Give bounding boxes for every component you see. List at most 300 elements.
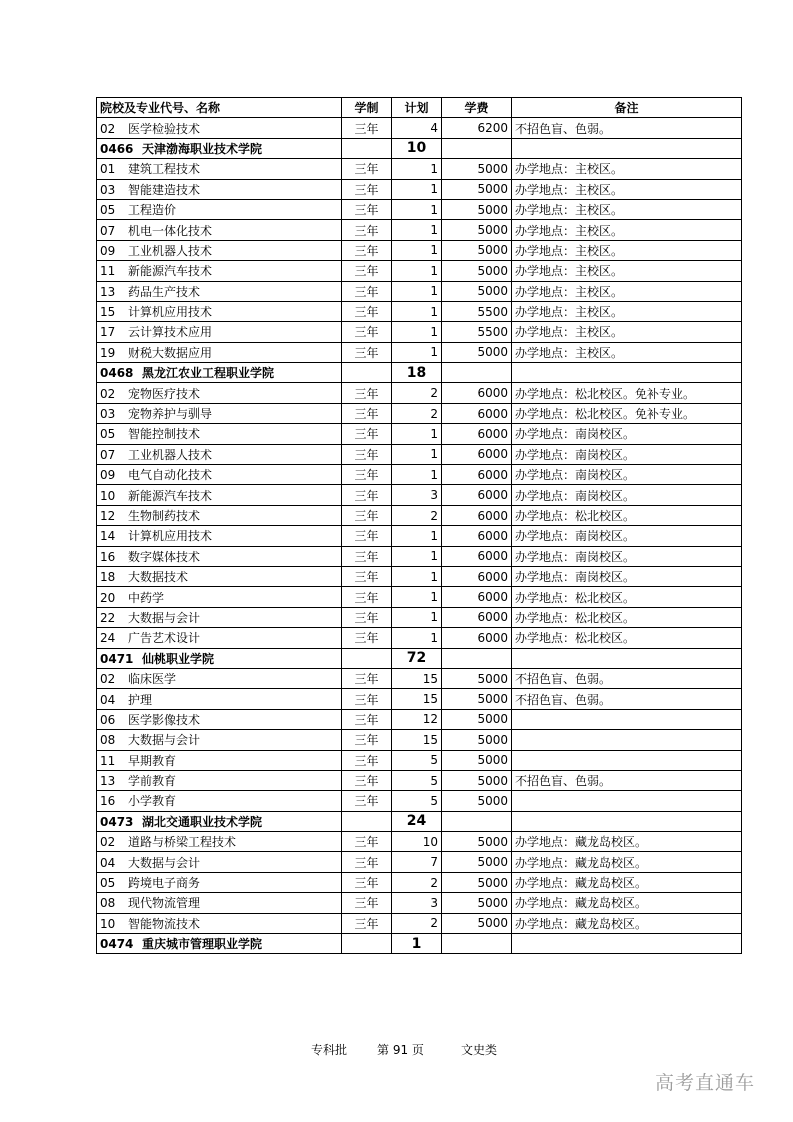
school-total-plan: 24 <box>392 811 442 831</box>
major-name: 云计算技术应用 <box>128 325 213 340</box>
major-name: 护理 <box>128 692 153 707</box>
major-duration: 三年 <box>342 628 392 648</box>
major-fee: 6000 <box>442 546 512 566</box>
major-row <box>97 526 742 546</box>
header-fee: 学费 <box>442 98 512 118</box>
major-name: 工业机器人技术 <box>128 447 213 462</box>
school-row <box>97 648 742 668</box>
major-duration: 三年 <box>342 199 392 219</box>
major-name: 现代物流管理 <box>128 896 201 911</box>
major-duration: 三年 <box>342 342 392 362</box>
school-code: 0466 <box>100 141 134 156</box>
footer-category: 文史类 <box>461 1043 498 1057</box>
major-cell <box>97 709 342 729</box>
major-note: 办学地点：主校区。 <box>512 159 742 179</box>
major-row <box>97 770 742 790</box>
major-name: 广告艺术设计 <box>128 631 201 646</box>
major-row <box>97 444 742 464</box>
enrollment-plan-table <box>96 97 742 954</box>
major-code: 04 <box>100 692 116 707</box>
major-cell <box>97 770 342 790</box>
major-name: 智能物流技术 <box>128 916 201 931</box>
major-row <box>97 199 742 219</box>
major-name: 智能控制技术 <box>128 427 201 442</box>
major-name: 机电一体化技术 <box>128 223 213 238</box>
major-name: 药品生产技术 <box>128 284 201 299</box>
table-header-row <box>97 98 742 118</box>
major-duration: 三年 <box>342 159 392 179</box>
major-duration: 三年 <box>342 689 392 709</box>
major-row <box>97 852 742 872</box>
major-plan: 1 <box>392 261 442 281</box>
major-duration: 三年 <box>342 832 392 852</box>
major-row <box>97 505 742 525</box>
major-name: 数字媒体技术 <box>128 549 201 564</box>
footer-page-number: 第 91 页 <box>377 1043 424 1057</box>
empty-cell <box>442 811 512 831</box>
major-code: 08 <box>100 733 116 748</box>
major-row <box>97 628 742 648</box>
major-cell <box>97 199 342 219</box>
major-note: 不招色盲、色弱。 <box>512 770 742 790</box>
major-name: 新能源汽车技术 <box>128 264 213 279</box>
major-name: 计算机应用技术 <box>128 305 213 320</box>
major-duration: 三年 <box>342 709 392 729</box>
major-plan: 2 <box>392 403 442 423</box>
major-row <box>97 587 742 607</box>
major-code: 06 <box>100 712 116 727</box>
major-duration: 三年 <box>342 261 392 281</box>
watermark: 高考直通车 <box>655 1072 756 1094</box>
major-name: 智能建造技术 <box>128 182 201 197</box>
major-code: 20 <box>100 590 116 605</box>
empty-cell <box>342 363 392 383</box>
major-code: 08 <box>100 896 116 911</box>
major-note: 办学地点：松北校区。免补专业。 <box>512 403 742 423</box>
major-duration: 三年 <box>342 730 392 750</box>
major-note: 办学地点：松北校区。 <box>512 587 742 607</box>
major-note: 办学地点：藏龙岛校区。 <box>512 872 742 892</box>
major-row <box>97 322 742 342</box>
major-fee: 5000 <box>442 852 512 872</box>
major-fee: 6000 <box>442 607 512 627</box>
major-row <box>97 424 742 444</box>
major-name: 道路与桥梁工程技术 <box>128 835 237 850</box>
major-fee: 5000 <box>442 220 512 240</box>
major-cell <box>97 505 342 525</box>
major-note: 不招色盲、色弱。 <box>512 118 742 138</box>
major-fee: 5000 <box>442 730 512 750</box>
major-cell <box>97 403 342 423</box>
major-plan: 7 <box>392 852 442 872</box>
major-fee: 5500 <box>442 301 512 321</box>
major-code: 22 <box>100 610 116 625</box>
major-cell <box>97 791 342 811</box>
major-row <box>97 730 742 750</box>
major-code: 09 <box>100 468 116 483</box>
major-name: 电气自动化技术 <box>128 468 213 483</box>
school-row <box>97 138 742 158</box>
major-fee: 5000 <box>442 342 512 362</box>
major-duration: 三年 <box>342 281 392 301</box>
major-fee: 5000 <box>442 709 512 729</box>
major-note <box>512 791 742 811</box>
major-duration: 三年 <box>342 444 392 464</box>
major-code: 07 <box>100 223 116 238</box>
major-note: 办学地点：主校区。 <box>512 179 742 199</box>
major-row <box>97 403 742 423</box>
major-cell <box>97 179 342 199</box>
major-fee: 5000 <box>442 240 512 260</box>
major-cell <box>97 424 342 444</box>
major-plan: 1 <box>392 281 442 301</box>
major-cell <box>97 383 342 403</box>
major-note: 不招色盲、色弱。 <box>512 689 742 709</box>
major-code: 10 <box>100 488 116 503</box>
school-name: 黑龙江农业工程职业学院 <box>142 366 275 381</box>
school-total-plan: 18 <box>392 363 442 383</box>
major-note: 办学地点：主校区。 <box>512 261 742 281</box>
major-fee: 5000 <box>442 791 512 811</box>
major-plan: 3 <box>392 485 442 505</box>
major-fee: 5000 <box>442 281 512 301</box>
major-plan: 1 <box>392 179 442 199</box>
major-note: 办学地点：松北校区。免补专业。 <box>512 383 742 403</box>
major-note: 办学地点：松北校区。 <box>512 628 742 648</box>
major-code: 02 <box>100 386 116 401</box>
school-name: 湖北交通职业技术学院 <box>142 814 263 829</box>
major-plan: 15 <box>392 689 442 709</box>
major-name: 临床医学 <box>128 672 177 687</box>
major-note: 办学地点：主校区。 <box>512 281 742 301</box>
school-total-plan: 10 <box>392 138 442 158</box>
major-duration: 三年 <box>342 852 392 872</box>
major-note: 办学地点：主校区。 <box>512 322 742 342</box>
major-cell <box>97 587 342 607</box>
major-duration: 三年 <box>342 668 392 688</box>
major-duration: 三年 <box>342 383 392 403</box>
major-note: 办学地点：南岗校区。 <box>512 546 742 566</box>
major-code: 24 <box>100 631 116 646</box>
major-plan: 12 <box>392 709 442 729</box>
major-plan: 3 <box>392 893 442 913</box>
major-fee: 5000 <box>442 872 512 892</box>
major-duration: 三年 <box>342 465 392 485</box>
major-row <box>97 872 742 892</box>
major-code: 12 <box>100 509 116 523</box>
major-row <box>97 832 742 852</box>
major-fee: 6000 <box>442 383 512 403</box>
major-fee: 5000 <box>442 913 512 933</box>
major-note: 办学地点：主校区。 <box>512 220 742 240</box>
major-row <box>97 566 742 586</box>
major-row <box>97 261 742 281</box>
major-duration: 三年 <box>342 770 392 790</box>
major-duration: 三年 <box>342 913 392 933</box>
major-duration: 三年 <box>342 485 392 505</box>
empty-cell <box>342 811 392 831</box>
school-code: 0471 <box>100 651 134 666</box>
major-duration: 三年 <box>342 301 392 321</box>
major-fee: 5000 <box>442 689 512 709</box>
major-plan: 1 <box>392 607 442 627</box>
major-fee: 6200 <box>442 118 512 138</box>
school-code: 0473 <box>100 814 134 829</box>
major-code: 05 <box>100 427 116 442</box>
major-cell <box>97 546 342 566</box>
major-duration: 三年 <box>342 179 392 199</box>
major-row <box>97 607 742 627</box>
major-fee: 5000 <box>442 770 512 790</box>
school-code: 0474 <box>100 937 134 952</box>
major-fee: 5000 <box>442 668 512 688</box>
major-cell <box>97 852 342 872</box>
major-duration: 三年 <box>342 872 392 892</box>
major-plan: 1 <box>392 301 442 321</box>
empty-cell <box>442 934 512 954</box>
major-plan: 1 <box>392 444 442 464</box>
major-fee: 6000 <box>442 403 512 423</box>
major-fee: 6000 <box>442 526 512 546</box>
major-code: 11 <box>100 753 116 768</box>
major-fee: 5500 <box>442 322 512 342</box>
major-duration: 三年 <box>342 424 392 444</box>
major-cell <box>97 668 342 688</box>
major-code: 03 <box>100 407 116 422</box>
school-name: 重庆城市管理职业学院 <box>142 937 263 952</box>
major-cell <box>97 342 342 362</box>
major-name: 大数据与会计 <box>128 733 201 748</box>
major-note: 不招色盲、色弱。 <box>512 668 742 688</box>
empty-cell <box>512 363 742 383</box>
empty-cell <box>512 934 742 954</box>
major-row <box>97 750 742 770</box>
major-code: 07 <box>100 447 116 462</box>
major-fee: 6000 <box>442 566 512 586</box>
major-duration: 三年 <box>342 240 392 260</box>
empty-cell <box>442 648 512 668</box>
major-cell <box>97 526 342 546</box>
school-row <box>97 811 742 831</box>
major-code: 02 <box>100 835 116 850</box>
major-row <box>97 118 742 138</box>
major-name: 宠物养护与驯导 <box>128 407 213 422</box>
major-cell <box>97 730 342 750</box>
major-note: 办学地点：主校区。 <box>512 199 742 219</box>
major-note: 办学地点：松北校区。 <box>512 607 742 627</box>
major-cell <box>97 628 342 648</box>
major-name: 新能源汽车技术 <box>128 488 213 503</box>
major-name: 中药学 <box>128 590 165 605</box>
major-row <box>97 485 742 505</box>
major-name: 跨境电子商务 <box>128 876 201 891</box>
major-note <box>512 709 742 729</box>
major-fee: 5000 <box>442 179 512 199</box>
major-plan: 1 <box>392 526 442 546</box>
major-code: 09 <box>100 243 116 258</box>
major-duration: 三年 <box>342 220 392 240</box>
major-fee: 5000 <box>442 159 512 179</box>
major-code: 16 <box>100 549 116 564</box>
major-cell <box>97 913 342 933</box>
major-duration: 三年 <box>342 118 392 138</box>
major-cell <box>97 872 342 892</box>
major-code: 13 <box>100 774 116 789</box>
major-cell <box>97 832 342 852</box>
major-note: 办学地点：南岗校区。 <box>512 424 742 444</box>
header-plan: 计划 <box>392 98 442 118</box>
major-code: 02 <box>100 121 116 136</box>
major-plan: 1 <box>392 465 442 485</box>
empty-cell <box>512 648 742 668</box>
major-note: 办学地点：藏龙岛校区。 <box>512 893 742 913</box>
footer-batch: 专科批 <box>311 1043 348 1057</box>
header-note: 备注 <box>512 98 742 118</box>
major-name: 建筑工程技术 <box>128 162 201 177</box>
major-plan: 2 <box>392 913 442 933</box>
major-plan: 1 <box>392 628 442 648</box>
major-code: 03 <box>100 182 116 197</box>
major-cell <box>97 240 342 260</box>
major-note: 办学地点：主校区。 <box>512 301 742 321</box>
major-code: 05 <box>100 876 116 891</box>
major-code: 10 <box>100 916 116 931</box>
major-cell <box>97 301 342 321</box>
major-name: 小学教育 <box>128 794 177 809</box>
major-name: 大数据与会计 <box>128 610 201 625</box>
major-name: 大数据与会计 <box>128 855 201 870</box>
school-row <box>97 934 742 954</box>
major-row <box>97 668 742 688</box>
major-plan: 1 <box>392 566 442 586</box>
major-plan: 5 <box>392 791 442 811</box>
major-name: 医学检验技术 <box>128 121 201 136</box>
major-cell <box>97 750 342 770</box>
major-note: 办学地点：南岗校区。 <box>512 465 742 485</box>
major-code: 04 <box>100 855 116 870</box>
school-cell <box>97 811 342 831</box>
header-name: 院校及专业代号、名称 <box>97 98 342 118</box>
major-fee: 5000 <box>442 832 512 852</box>
major-row <box>97 342 742 362</box>
empty-cell <box>442 363 512 383</box>
major-note: 办学地点：南岗校区。 <box>512 526 742 546</box>
major-plan: 2 <box>392 872 442 892</box>
major-plan: 1 <box>392 424 442 444</box>
major-cell <box>97 607 342 627</box>
major-row <box>97 179 742 199</box>
major-note: 办学地点：南岗校区。 <box>512 566 742 586</box>
major-code: 01 <box>100 162 116 177</box>
major-duration: 三年 <box>342 587 392 607</box>
major-row <box>97 220 742 240</box>
major-duration: 三年 <box>342 505 392 525</box>
major-fee: 6000 <box>442 505 512 525</box>
major-code: 17 <box>100 325 116 340</box>
major-duration: 三年 <box>342 750 392 770</box>
major-row <box>97 465 742 485</box>
major-name: 学前教育 <box>128 774 177 789</box>
major-name: 医学影像技术 <box>128 712 201 727</box>
major-row <box>97 689 742 709</box>
major-fee: 6000 <box>442 444 512 464</box>
major-fee: 5000 <box>442 261 512 281</box>
major-cell <box>97 465 342 485</box>
school-cell <box>97 138 342 158</box>
major-cell <box>97 444 342 464</box>
empty-cell <box>512 138 742 158</box>
major-code: 18 <box>100 570 116 585</box>
major-plan: 1 <box>392 159 442 179</box>
major-row <box>97 709 742 729</box>
major-fee: 5000 <box>442 893 512 913</box>
major-plan: 2 <box>392 383 442 403</box>
major-plan: 1 <box>392 546 442 566</box>
major-cell <box>97 485 342 505</box>
major-duration: 三年 <box>342 893 392 913</box>
major-row <box>97 281 742 301</box>
major-cell <box>97 261 342 281</box>
empty-cell <box>442 138 512 158</box>
major-plan: 1 <box>392 199 442 219</box>
major-note <box>512 730 742 750</box>
major-cell <box>97 281 342 301</box>
major-cell <box>97 893 342 913</box>
major-row <box>97 240 742 260</box>
major-plan: 10 <box>392 832 442 852</box>
major-note: 办学地点：主校区。 <box>512 342 742 362</box>
major-plan: 2 <box>392 505 442 525</box>
major-plan: 1 <box>392 322 442 342</box>
major-row <box>97 546 742 566</box>
major-code: 14 <box>100 529 116 544</box>
major-name: 生物制药技术 <box>128 509 201 523</box>
major-cell <box>97 159 342 179</box>
major-row <box>97 383 742 403</box>
major-name: 计算机应用技术 <box>128 529 213 544</box>
major-row <box>97 893 742 913</box>
major-plan: 4 <box>392 118 442 138</box>
major-code: 16 <box>100 794 116 809</box>
major-cell <box>97 220 342 240</box>
major-plan: 1 <box>392 587 442 607</box>
school-cell <box>97 934 342 954</box>
major-name: 大数据技术 <box>128 570 189 585</box>
major-duration: 三年 <box>342 791 392 811</box>
major-plan: 1 <box>392 220 442 240</box>
major-note: 办学地点：南岗校区。 <box>512 485 742 505</box>
major-code: 05 <box>100 203 116 218</box>
major-plan: 15 <box>392 668 442 688</box>
major-duration: 三年 <box>342 526 392 546</box>
major-code: 02 <box>100 672 116 687</box>
major-code: 19 <box>100 345 116 360</box>
major-plan: 1 <box>392 240 442 260</box>
major-duration: 三年 <box>342 546 392 566</box>
major-fee: 6000 <box>442 485 512 505</box>
major-note <box>512 750 742 770</box>
major-plan: 1 <box>392 342 442 362</box>
major-note: 办学地点：主校区。 <box>512 240 742 260</box>
school-row <box>97 363 742 383</box>
major-code: 13 <box>100 284 116 299</box>
major-row <box>97 913 742 933</box>
major-fee: 6000 <box>442 587 512 607</box>
major-duration: 三年 <box>342 322 392 342</box>
major-plan: 5 <box>392 750 442 770</box>
major-fee: 5000 <box>442 750 512 770</box>
major-duration: 三年 <box>342 607 392 627</box>
